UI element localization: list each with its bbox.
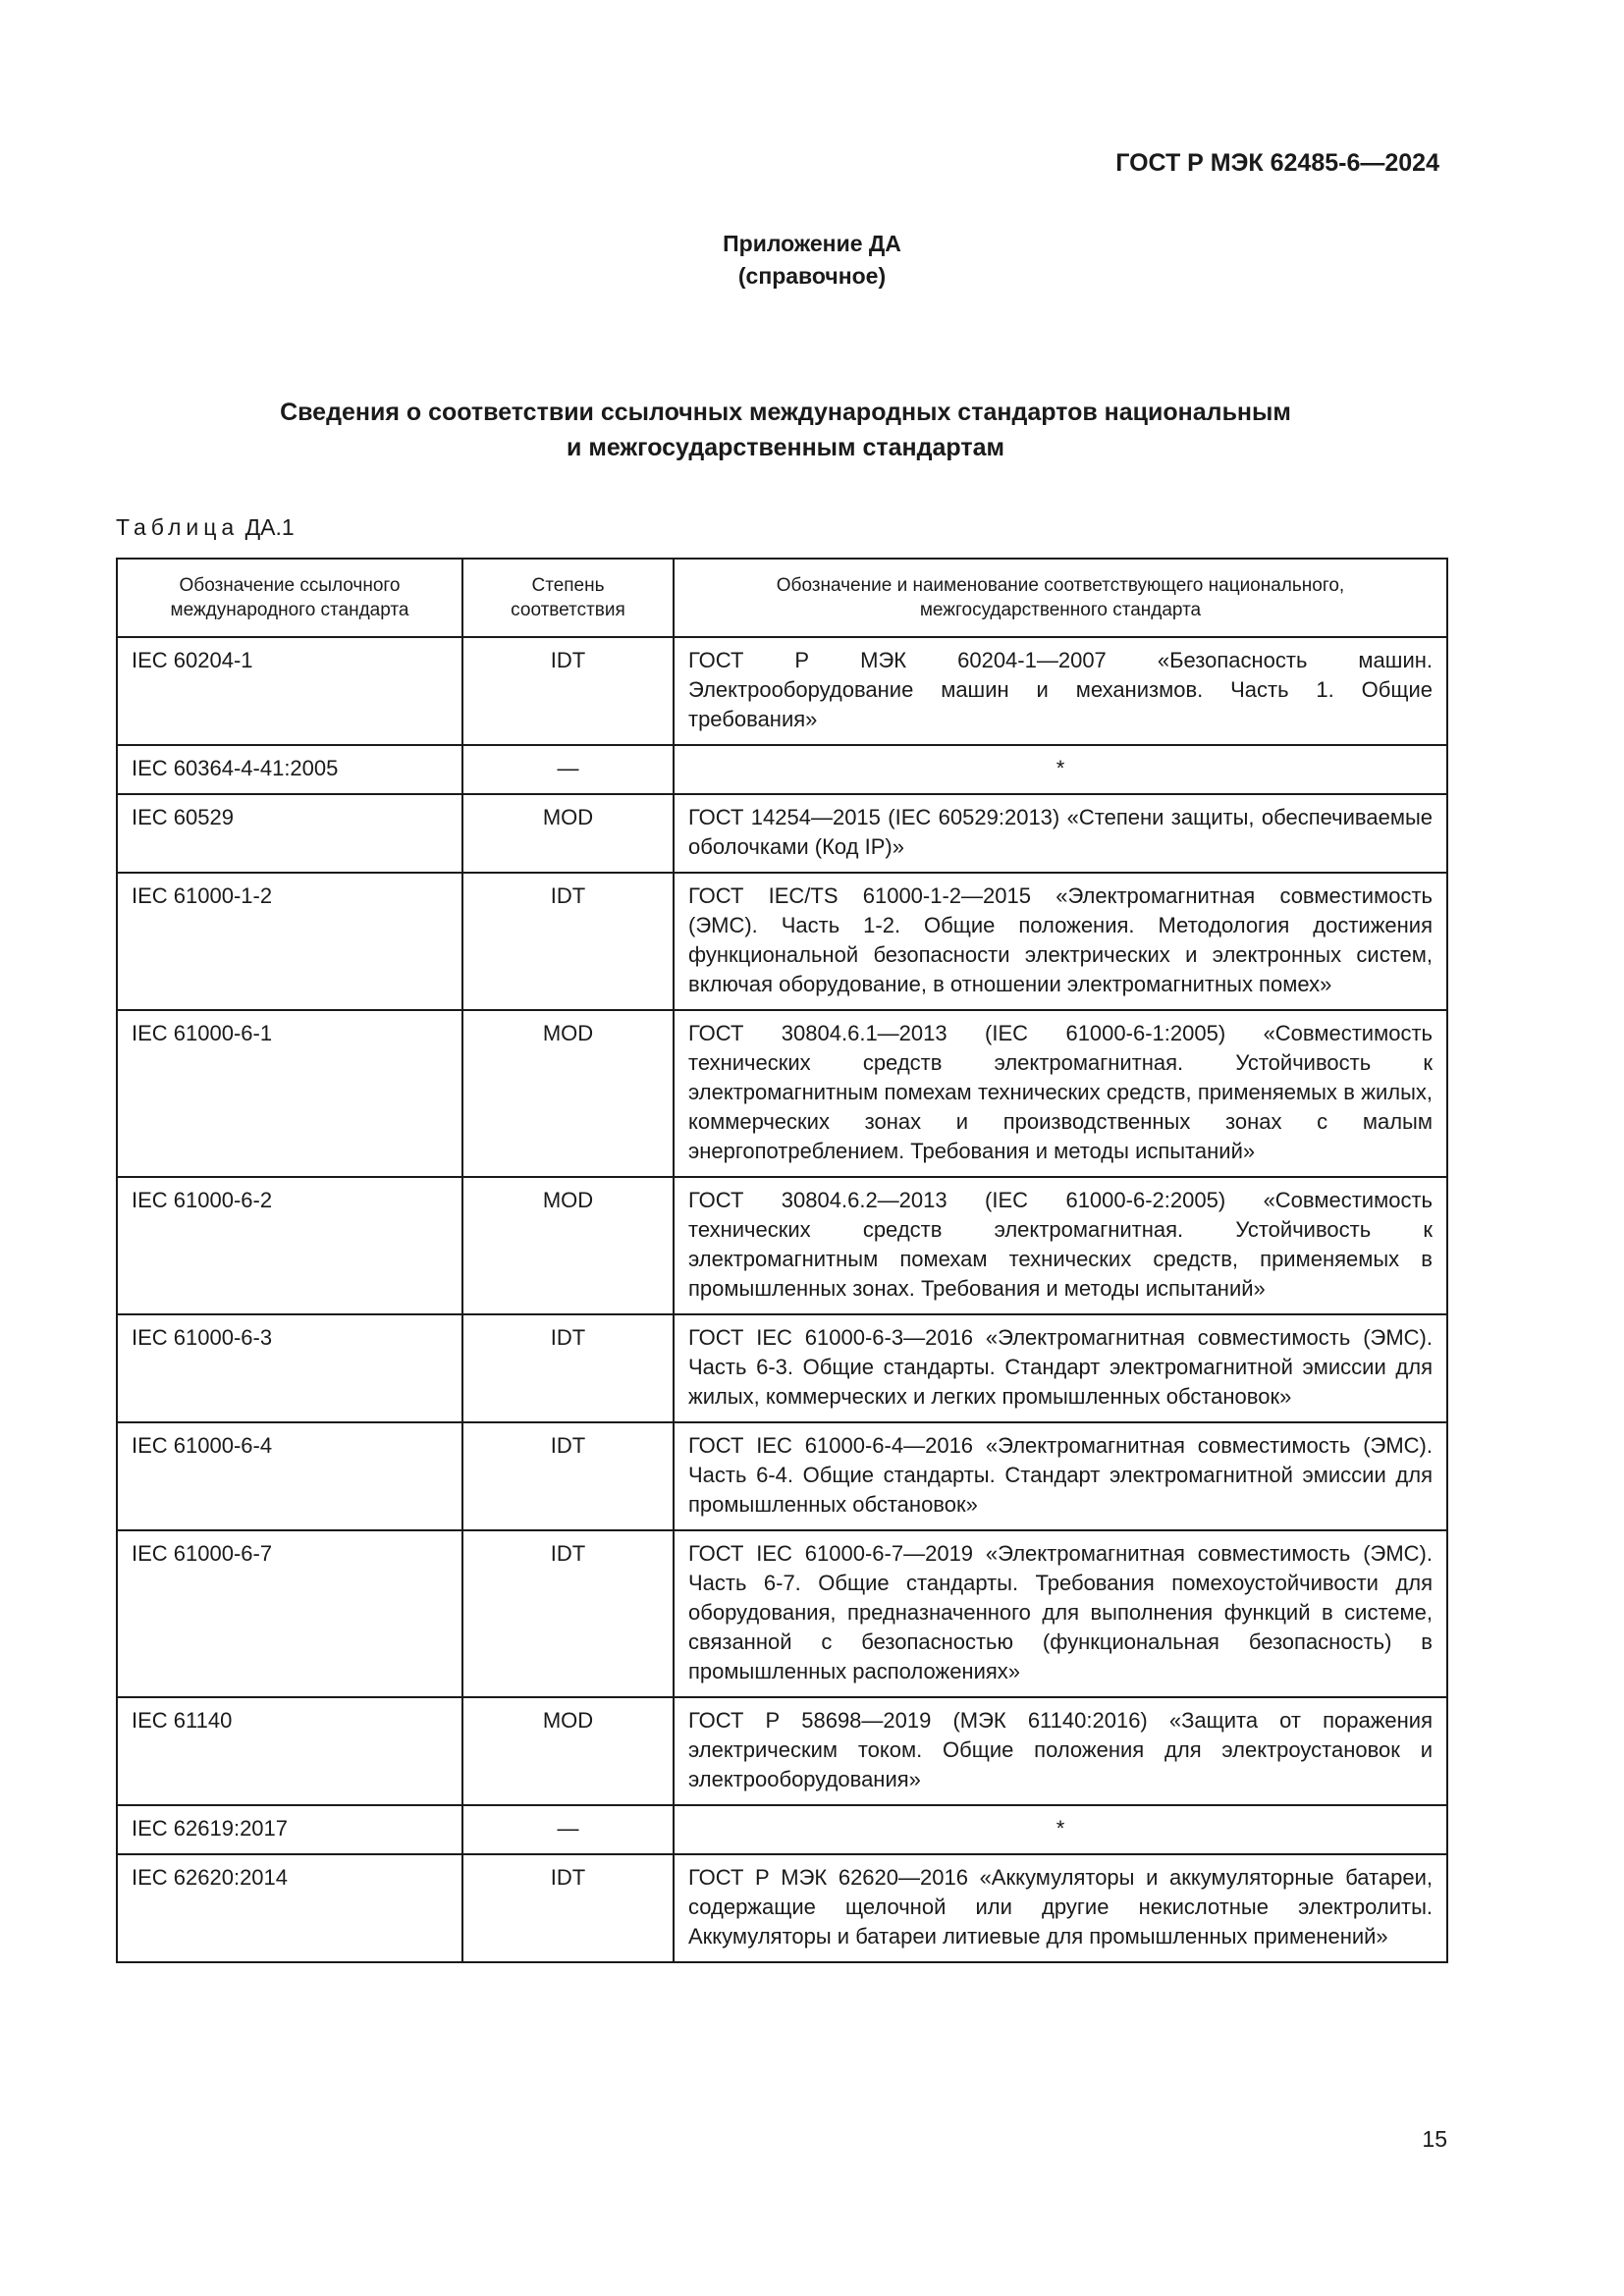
reference-standard-cell: IEC 61000-6-3 — [117, 1314, 462, 1422]
table-row — [117, 1530, 1447, 1697]
reference-standard-cell: IEC 62619:2017 — [117, 1805, 462, 1854]
degree-cell: MOD — [462, 794, 674, 873]
table-row — [117, 1314, 1447, 1422]
degree-cell: MOD — [462, 1697, 674, 1805]
reference-standard-cell: IEC 61000-1-2 — [117, 873, 462, 1010]
table-row — [117, 1697, 1447, 1805]
annex-heading — [0, 228, 1624, 293]
table-caption — [116, 514, 295, 541]
table-row — [117, 1854, 1447, 1962]
national-standard-cell: * — [674, 1805, 1447, 1854]
table-row — [117, 1177, 1447, 1314]
reference-standard-cell: IEC 61000-6-1 — [117, 1010, 462, 1177]
degree-cell: IDT — [462, 637, 674, 745]
correspondence-table — [116, 558, 1448, 1963]
degree-cell: IDT — [462, 1530, 674, 1697]
table-row — [117, 745, 1447, 794]
reference-standard-cell: IEC 61000-6-2 — [117, 1177, 462, 1314]
table-row — [117, 1010, 1447, 1177]
degree-cell: IDT — [462, 1314, 674, 1422]
national-standard-cell: ГОСТ Р МЭК 60204-1—2007 «Безопасность машин. Электрооборудование машин и механизмов. Часть 1. Общие требования» — [674, 637, 1447, 745]
reference-standard-cell: IEC 61000-6-4 — [117, 1422, 462, 1530]
national-standard-cell: ГОСТ 30804.6.2—2013 (IEC 61000-6-2:2005) «Совместимость технических средств электромагнитная. Устойчивость к электромагнитным помехам технических средств, применяемых в промышленных зонах. Требования и методы испытаний» — [674, 1177, 1447, 1314]
reference-standard-cell: IEC 60204-1 — [117, 637, 462, 745]
reference-standard-cell: IEC 60529 — [117, 794, 462, 873]
header-degree: Степень соответствия — [462, 559, 674, 637]
header-national-standard: Обозначение и наименование соответствующего национального, межгосударственного стандарта — [674, 559, 1447, 637]
national-standard-cell: * — [674, 745, 1447, 794]
annex-title: Приложение ДА — [723, 231, 901, 256]
page-number: 15 — [1422, 2126, 1447, 2152]
table-caption-word: Таблица — [116, 514, 240, 540]
table-row — [117, 873, 1447, 1010]
reference-standard-cell: IEC 62620:2014 — [117, 1854, 462, 1962]
table-row — [117, 1422, 1447, 1530]
degree-cell: IDT — [462, 1854, 674, 1962]
degree-cell: IDT — [462, 873, 674, 1010]
degree-cell: — — [462, 745, 674, 794]
table-header-row — [117, 559, 1447, 637]
national-standard-cell: ГОСТ IEC 61000-6-3—2016 «Электромагнитная совместимость (ЭМС). Часть 6-3. Общие стандарты. Стандарт электромагнитной эмиссии для жилых, коммерческих и легких промышленных обстановок» — [674, 1314, 1447, 1422]
section-heading-line-2: и межгосударственным стандартам — [567, 434, 1004, 461]
degree-cell: MOD — [462, 1010, 674, 1177]
section-heading-line-1: Сведения о соответствии ссылочных международных стандартов национальным — [280, 399, 1291, 426]
header-reference-standard: Обозначение ссылочного международного стандарта — [117, 559, 462, 637]
table-row — [117, 794, 1447, 873]
national-standard-cell: ГОСТ IEC 61000-6-7—2019 «Электромагнитная совместимость (ЭМС). Часть 6-7. Общие стандарты. Требования помехоустойчивости для оборудования, предназначенного для выполнения функций в системе, связанной с безопасностью (функциональная безопасность) в промышленных расположениях» — [674, 1530, 1447, 1697]
degree-cell: MOD — [462, 1177, 674, 1314]
section-heading — [0, 395, 1571, 465]
national-standard-cell: ГОСТ IEC/TS 61000-1-2—2015 «Электромагнитная совместимость (ЭМС). Часть 1-2. Общие положения. Методология достижения функциональной безопасности электрических и электронных систем, включая оборудование, в отношении электромагнитных помех» — [674, 873, 1447, 1010]
national-standard-cell: ГОСТ Р МЭК 62620—2016 «Аккумуляторы и аккумуляторные батареи, содержащие щелочной или другие некислотные электролиты. Аккумуляторы и батареи литиевые для промышленных применений» — [674, 1854, 1447, 1962]
annex-subtitle: (справочное) — [737, 263, 887, 289]
table-row — [117, 1805, 1447, 1854]
national-standard-cell: ГОСТ 14254—2015 (IEC 60529:2013) «Степени защиты, обеспечиваемые оболочками (Код IP)» — [674, 794, 1447, 873]
table-row — [117, 637, 1447, 745]
table-body — [117, 637, 1447, 1962]
national-standard-cell: ГОСТ IEC 61000-6-4—2016 «Электромагнитная совместимость (ЭМС). Часть 6-4. Общие стандарты. Стандарт электромагнитной эмиссии для промышленных обстановок» — [674, 1422, 1447, 1530]
table-caption-number: ДА.1 — [244, 514, 295, 540]
reference-standard-cell: IEC 61140 — [117, 1697, 462, 1805]
degree-cell: IDT — [462, 1422, 674, 1530]
national-standard-cell: ГОСТ 30804.6.1—2013 (IEC 61000-6-1:2005) «Совместимость технических средств электромагнитная. Устойчивость к электромагнитным помехам технических средств, применяемых в жилых, коммерческих зонах и производственных зонах с малым энергопотреблением. Требования и методы испытаний» — [674, 1010, 1447, 1177]
degree-cell: — — [462, 1805, 674, 1854]
document-code: ГОСТ Р МЭК 62485-6—2024 — [1115, 149, 1439, 177]
national-standard-cell: ГОСТ Р 58698—2019 (МЭК 61140:2016) «Защита от поражения электрическим током. Общие положения для электроустановок и электрооборудования» — [674, 1697, 1447, 1805]
reference-standard-cell: IEC 61000-6-7 — [117, 1530, 462, 1697]
reference-standard-cell: IEC 60364-4-41:2005 — [117, 745, 462, 794]
